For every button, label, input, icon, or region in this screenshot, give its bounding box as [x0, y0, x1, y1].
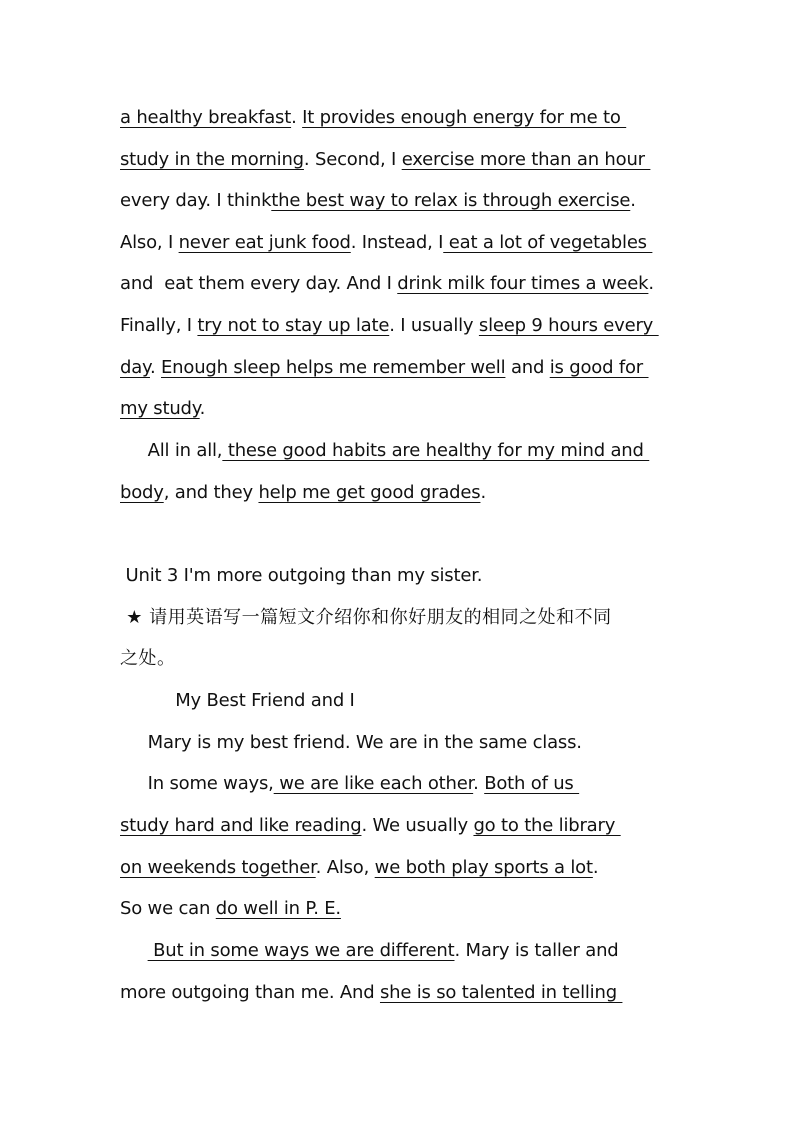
essay1-line: [120, 106, 626, 130]
underlined-answer: never eat junk food: [178, 232, 351, 253]
essay1-line: [120, 356, 649, 380]
line-text: . Instead, I: [350, 232, 444, 253]
underlined-answer: a healthy breakfast: [120, 107, 292, 128]
underlined-answer: help me get good grades: [258, 482, 481, 503]
essay2-line: [120, 939, 619, 963]
underlined-answer: we both play sports a lot: [374, 857, 593, 878]
line-text: .: [592, 857, 599, 878]
line-text: .: [291, 107, 303, 128]
underlined-answer: body: [120, 482, 164, 503]
line-text: . I usually: [389, 315, 479, 336]
essay1-line: [120, 397, 205, 421]
underlined-answer: on weekends together: [120, 857, 316, 878]
essay1-line: [120, 481, 486, 505]
line-text: Also, I: [120, 232, 179, 253]
essay1-line: [120, 148, 650, 172]
essay2-line: [120, 981, 622, 1005]
underlined-answer: study hard and like reading: [120, 815, 362, 836]
line-text: .: [149, 357, 161, 378]
underlined-answer: is good for: [549, 357, 649, 378]
unit-title: Unit 3 I'm more outgoing than my sister.: [120, 565, 483, 586]
line-text: more outgoing than me. And: [120, 982, 380, 1003]
essay-title: My Best Friend and I: [120, 690, 355, 711]
line-text: .: [648, 273, 654, 294]
line-text: So we can: [120, 898, 216, 919]
line-text: In some ways,: [120, 773, 274, 794]
underlined-answer: try not to stay up late: [197, 315, 390, 336]
essay2-line: [120, 731, 582, 755]
underlined-answer: Enough sleep helps me remember well: [161, 357, 506, 378]
essay1-line: [120, 231, 652, 255]
line-text: Mary is my best friend. We are in the same class.: [120, 732, 582, 753]
essay2-line: [120, 814, 621, 838]
line-text: and: [505, 357, 550, 378]
line-text: . We usually: [361, 815, 474, 836]
essay2-line: [120, 856, 598, 880]
line-text: . Mary is taller and: [454, 940, 619, 961]
underlined-answer: these good habits are healthy for my mind and: [222, 440, 650, 461]
underlined-answer: do well in P. E.: [215, 898, 341, 919]
underlined-answer: we are like each other: [273, 773, 474, 794]
line-text: . Second, I: [303, 149, 402, 170]
line-text: , and they: [163, 482, 259, 503]
underlined-answer: exercise more than an hour: [401, 149, 651, 170]
underlined-answer: she is so talented in telling: [379, 982, 623, 1003]
task-instruction-line1: ★ 请用英语写一篇短文介绍你和你好朋友的相同之处和不同: [120, 607, 612, 628]
essay1-line: [120, 189, 636, 213]
essay2-line: [120, 897, 341, 921]
line-text: and eat them every day. And I: [120, 273, 398, 294]
line-text: Finally, I: [120, 315, 198, 336]
underlined-answer: eat a lot of vegetables: [443, 232, 653, 253]
line-text: every day. I think: [120, 190, 272, 211]
line-text: .: [199, 398, 206, 419]
underlined-answer: my study: [120, 398, 200, 419]
underlined-answer: study in the morning: [120, 149, 304, 170]
line-text: All in all,: [120, 440, 223, 461]
underlined-answer: drink milk four times a week: [397, 273, 649, 294]
essay2-line: [120, 772, 579, 796]
essay1-line: [120, 314, 659, 338]
essay1-line: [120, 439, 649, 463]
underlined-answer: go to the library: [473, 815, 621, 836]
task-instruction-line2: 之处。: [120, 648, 176, 669]
underlined-answer: the best way to relax is through exercise: [271, 190, 631, 211]
line-text: . Also,: [315, 857, 375, 878]
underlined-answer: day: [120, 357, 150, 378]
underlined-answer: But in some ways we are different: [147, 940, 455, 961]
essay1-line: [120, 272, 654, 296]
line-text: .: [630, 190, 636, 211]
underlined-answer: It provides enough energy for me to: [302, 107, 627, 128]
underlined-answer: sleep 9 hours every: [478, 315, 659, 336]
line-text: .: [473, 773, 485, 794]
line-text: .: [480, 482, 486, 503]
line-text: [120, 940, 148, 961]
underlined-answer: Both of us: [484, 773, 580, 794]
